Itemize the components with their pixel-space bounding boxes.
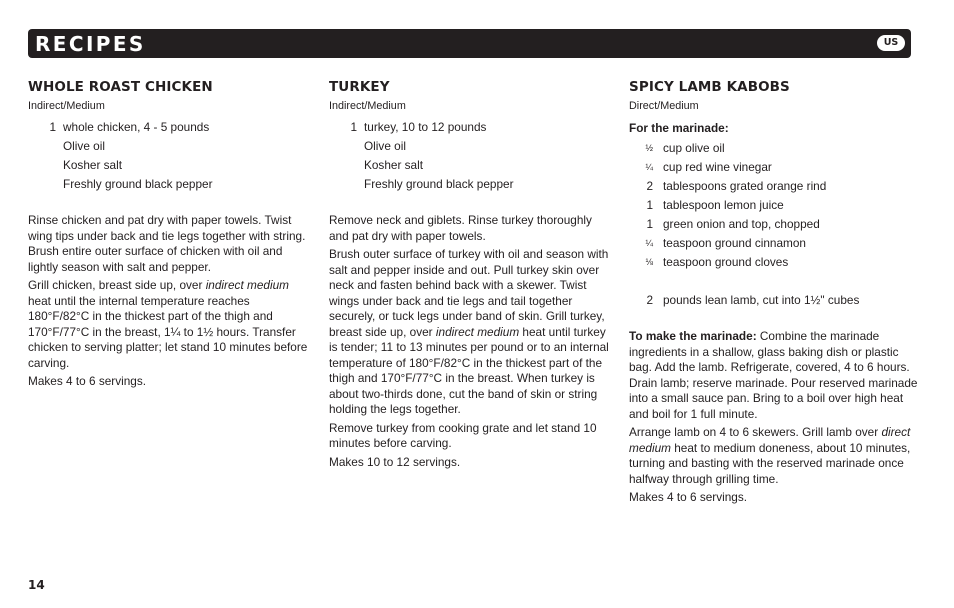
instruction-text: Brush outer surface of turkey with oil and season with salt and pepper inside and out. Pull turkey skin over neck and fasten behind back with a skewer. Twist wings under back and tie legs and tail together securely, or tuck legs under band of skin. Grill turkey, breast side up, over bbox=[329, 247, 609, 339]
recipe-method: Direct/Medium bbox=[629, 100, 699, 112]
recipe-title: WHOLE ROAST CHICKEN bbox=[28, 79, 213, 95]
recipe-title: SPICY LAMB KABOBS bbox=[629, 79, 790, 95]
recipe-method: Indirect/Medium bbox=[329, 100, 406, 112]
ingredient-item bbox=[629, 158, 919, 177]
marinade-step-heading: To make the marinade: bbox=[629, 329, 757, 343]
ingredient-item bbox=[28, 175, 313, 194]
ingredient-name: Freshly ground black pepper bbox=[364, 177, 514, 191]
ingredient-name: Kosher salt bbox=[63, 158, 123, 172]
instruction-paragraph: Remove neck and giblets. Rinse turkey thoroughly and pat dry with paper towels. bbox=[329, 213, 592, 243]
ingredient-qty bbox=[28, 175, 63, 194]
ingredient-name: whole chicken, 4 - 5 pounds bbox=[63, 120, 210, 134]
ingredient-name: teaspoon ground cloves bbox=[663, 255, 789, 269]
instruction-paragraph bbox=[629, 329, 919, 422]
ingredient-item bbox=[629, 196, 919, 215]
ingredient-qty bbox=[28, 137, 63, 156]
ingredient-item bbox=[329, 137, 614, 156]
instruction-text: Grill chicken, breast side up, over bbox=[28, 278, 206, 292]
marinade-list bbox=[629, 139, 919, 272]
instruction-paragraph: Rinse chicken and pat dry with paper towels. Twist wing tips under back and tie legs together with string. Brush entire outer surface of chicken with oil and lightly season with salt and pepper. bbox=[28, 213, 306, 274]
ingredient-qty: 1 bbox=[646, 198, 653, 212]
ingredient-qty bbox=[28, 156, 63, 175]
ingredient-qty: 1 bbox=[49, 120, 56, 134]
servings: Makes 4 to 6 servings. bbox=[629, 490, 748, 504]
ingredient-qty bbox=[329, 175, 364, 194]
language-badge: US bbox=[877, 35, 905, 51]
page-title: RECIPES bbox=[35, 32, 146, 56]
ingredient-list bbox=[28, 118, 313, 194]
ingredient-name: teaspoon ground cinnamon bbox=[663, 236, 806, 250]
ingredient-name: Kosher salt bbox=[364, 158, 424, 172]
instruction-paragraph bbox=[329, 247, 614, 418]
ingredient-qty bbox=[329, 156, 364, 175]
ingredient-item bbox=[329, 175, 614, 194]
instruction-text: heat to medium doneness, about 10 minutes, turning and basting with the reserved marinade once halfway through grilling time. bbox=[629, 440, 911, 486]
lamb-ingredient bbox=[629, 291, 919, 310]
recipe-turkey bbox=[329, 78, 614, 470]
recipe-whole-roast-chicken bbox=[28, 78, 313, 390]
ingredient-qty: 2 bbox=[646, 179, 653, 193]
ingredient-qty bbox=[329, 137, 364, 156]
ingredient-item bbox=[629, 177, 919, 196]
ingredient-qty: 1 bbox=[646, 217, 653, 231]
ingredient-item bbox=[28, 156, 313, 175]
instruction-text: heat until the internal temperature reaches 180°F/82°C in the thickest part of the thigh and 170°F/77°C in the breast, 1¼ to 1½ hours. Transfer chicken to serving platter; let stand 10 minutes before carving. bbox=[28, 293, 308, 370]
ingredient-item bbox=[629, 139, 919, 158]
ingredient-name: cup red wine vinegar bbox=[663, 160, 772, 174]
ingredient-name: turkey, 10 to 12 pounds bbox=[364, 120, 487, 134]
ingredient-name: tablespoons grated orange rind bbox=[663, 179, 827, 193]
ingredient-name: pounds lean lamb, cut into 1½" cubes bbox=[663, 293, 860, 307]
ingredient-name: Olive oil bbox=[63, 139, 105, 153]
marinade-heading: For the marinade: bbox=[629, 121, 729, 135]
instruction-text: heat until turkey is tender; 11 to 13 minutes per pound or to an internal temperature of 180°F/82°C in the thickest part of the thigh and 170°F/77°C in the breast. When turkey is about two-thirds done, cut the band of skin or string holding the legs together. bbox=[329, 324, 609, 416]
ingredient-name: Olive oil bbox=[364, 139, 406, 153]
ingredient-name: tablespoon lemon juice bbox=[663, 198, 784, 212]
page-header-bar bbox=[28, 29, 911, 58]
ingredient-item bbox=[629, 291, 919, 310]
ingredient-list bbox=[329, 118, 614, 194]
ingredient-qty: 2 bbox=[646, 293, 653, 307]
recipe-spicy-lamb-kabobs bbox=[629, 78, 919, 506]
recipe-title: TURKEY bbox=[329, 79, 390, 95]
ingredient-name: Freshly ground black pepper bbox=[63, 177, 213, 191]
ingredient-item bbox=[28, 137, 313, 156]
heat-setting: direct medium bbox=[629, 425, 911, 455]
servings: Makes 4 to 6 servings. bbox=[28, 374, 147, 388]
ingredient-name: cup olive oil bbox=[663, 141, 725, 155]
ingredient-qty: ¼ bbox=[645, 238, 653, 248]
instruction-paragraph: Remove turkey from cooking grate and let stand 10 minutes before carving. bbox=[329, 420, 597, 450]
instruction-paragraph bbox=[629, 425, 919, 487]
instruction-text: Combine the marinade ingredients in a shallow, glass baking dish or plastic bag. Add the lamb. Refrigerate, covered, 4 to 6 hours. Drain lamb; reserve marinade. Pour reserved marinade into a small sauce pan. Bring to a boil over high heat and boil for 1 full minute. bbox=[629, 329, 918, 421]
ingredient-qty: ⅛ bbox=[645, 257, 653, 267]
heat-setting: indirect medium bbox=[435, 324, 520, 339]
ingredient-item bbox=[629, 215, 919, 234]
ingredient-item bbox=[28, 118, 313, 137]
instruction-text: Arrange lamb on 4 to 6 skewers. Grill lamb over bbox=[629, 425, 882, 439]
ingredient-qty: ¼ bbox=[645, 162, 653, 172]
heat-setting: indirect medium bbox=[205, 278, 289, 292]
servings: Makes 10 to 12 servings. bbox=[329, 454, 461, 469]
recipe-method: Indirect/Medium bbox=[28, 100, 105, 112]
ingredient-item bbox=[329, 156, 614, 175]
ingredient-item bbox=[629, 234, 919, 253]
instruction-paragraph bbox=[28, 278, 313, 371]
ingredient-item bbox=[329, 118, 614, 137]
ingredient-item bbox=[629, 253, 919, 272]
ingredient-qty: 1 bbox=[350, 120, 357, 134]
ingredient-qty: ½ bbox=[645, 143, 653, 153]
page-number: 14 bbox=[28, 578, 45, 592]
ingredient-name: green onion and top, chopped bbox=[663, 217, 820, 231]
